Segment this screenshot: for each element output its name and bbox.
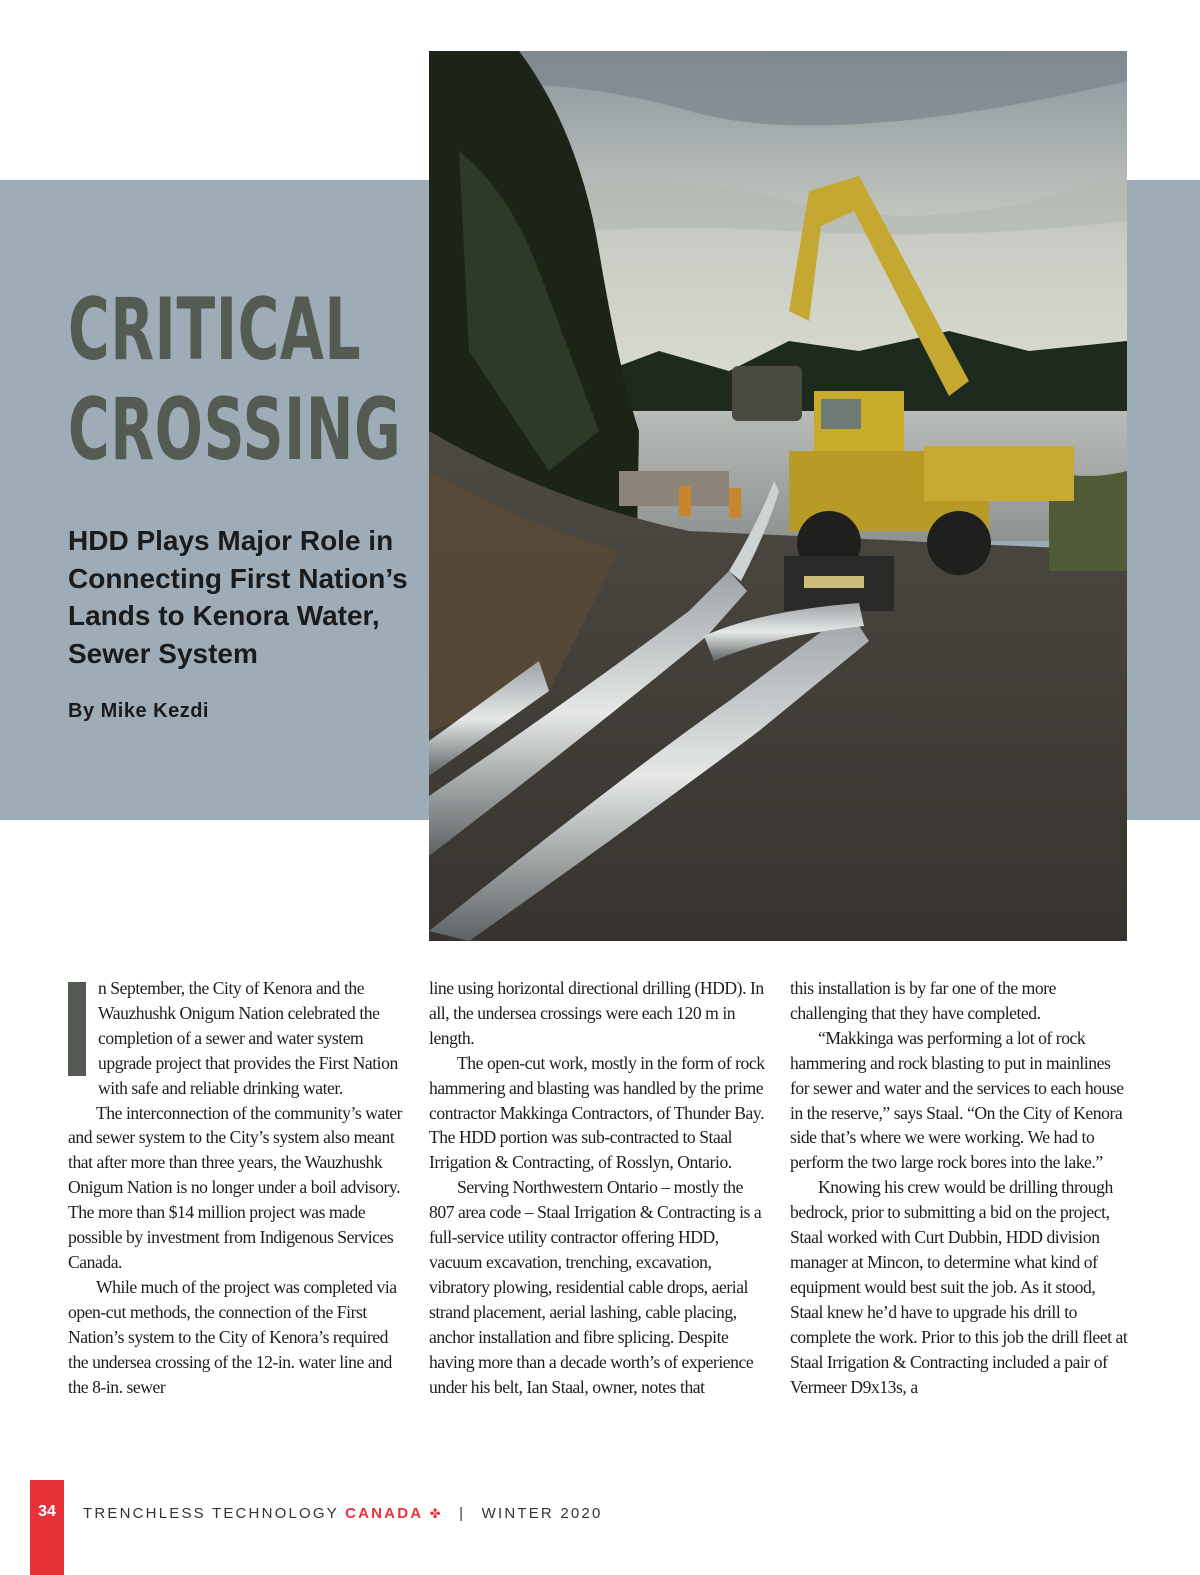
maple-leaf-icon: ✤ [429, 1506, 443, 1521]
footer-separator: | [459, 1505, 466, 1522]
headline-line-2: CROSSING [68, 380, 402, 480]
page-number: 34 [38, 1503, 56, 1520]
paragraph: line using horizontal directional drilling (HDD). In all, the undersea crossings were each 120 m in length. [429, 978, 764, 1048]
magazine-region: CANADA [345, 1505, 424, 1522]
byline: By Mike Kezdi [68, 700, 209, 722]
drop-cap-letter-i [68, 982, 86, 1076]
body-column-2 [429, 976, 769, 1399]
photo-illustration [429, 51, 1127, 941]
magazine-name: TRENCHLESS TECHNOLOGY [83, 1505, 339, 1522]
deck-subtitle: HDD Plays Major Role in Connecting First Nation’s Lands to Kenora Water, Sewer System [68, 525, 408, 669]
paragraph: The open-cut work, mostly in the form of rock hammering and blasting was handled by the prime contractor Makkinga Contractors, of Thunder Bay. The HDD portion was sub-contracted to Staal Irrigation & Contracting, of Rosslyn, Ontario. [429, 1052, 765, 1173]
body-column-1 [68, 976, 408, 1399]
paragraph [68, 976, 408, 1101]
magazine-masthead [83, 1505, 603, 1522]
paragraph: While much of the project was completed via open-cut methods, the connection of the First Nation’s system to the City of Kenora’s required the undersea crossing of the 12-in. water line and the 8-in. sewer [68, 1276, 397, 1397]
paragraph: The interconnection of the community’s water and sewer system to the City’s system also meant that after more than three years, the Wauzhushk Onigum Nation is no longer under a boil advisory. The more than $14 million project was made possible by investment from Indigenous Services Canada. [68, 1102, 403, 1272]
issue-label: WINTER 2020 [481, 1505, 603, 1522]
paragraph: “Makkinga was performing a lot of rock hammering and rock blasting to put in mainlines for sewer and water and the services to each house in the reserve,” says Staal. “On the City of Kenora side that’s where we were working. We had to perform the two large rock bores into the lake.” [790, 1027, 1124, 1173]
page-number-tab [30, 1480, 64, 1575]
page-footer [0, 1480, 1200, 1575]
construction-site-photo [429, 51, 1127, 941]
paragraph: Knowing his crew would be drilling through bedrock, prior to submitting a bid on the project, Staal worked with Curt Dubbin, HDD division manager at Mincon, to determine what kind of equipment would best suit the job. As it stood, Staal knew he’d have to upgrade his drill to complete the work. Prior to this job the drill fleet at Staal Irrigation & Contracting included a pair of Vermeer D9x13s, a [790, 1177, 1128, 1397]
paragraph: Serving Northwestern Ontario – mostly the 807 area code – Staal Irrigation & Contracting is a full-service utility contractor offering HDD, vacuum excavation, trenching, excavation, vibratory plowing, residential cable drops, aerial strand placement, aerial lashing, cable placing, anchor installation and fibre splicing. Despite having more than a decade worth’s of experience under his belt, Ian Staal, owner, notes that [429, 1177, 762, 1397]
headline-line-1: CRITICAL [68, 280, 362, 380]
paragraph: this installation is by far one of the more challenging that they have completed. [790, 978, 1056, 1023]
headline [68, 280, 401, 480]
body-column-3 [790, 976, 1130, 1399]
paragraph-text: n September, the City of Kenora and the Wauzhushk Onigum Nation celebrated the completion of a sewer and water system upgrade project that provides the First Nation with safe and reliable drinking water. [98, 978, 398, 1098]
